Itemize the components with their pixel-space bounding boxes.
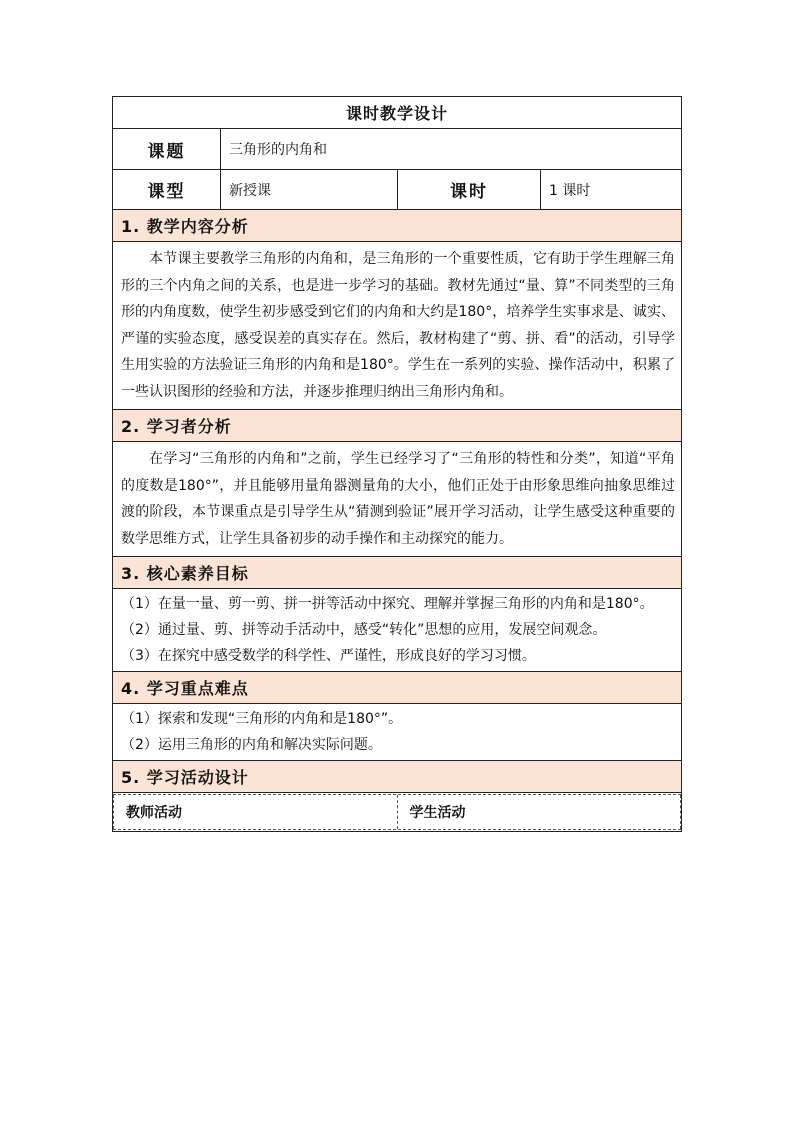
content-analysis-text: 本节课主要教学三角形的内角和，是三角形的一个重要性质，它有助于学生理解三角形的三个内角之间的关系，也是进一步学习的基础。教材先通过“量、算”不同类型的三角形的内角度数，使学生初步感受到它们的内角和大约是180°，培养学生实事求是、诚实、严谨的实验态度，感受误差的真实存在。然后，教材构建了“剪、拼、看”的活动，引导学生用实验的方法验证三角形的内角和是180°。学生在一系列的实验、操作活动中，积累了一些认识图形的经验和方法，并逐步推理归纳出三角形内角和。 xyxy=(121,251,676,400)
activity-design-header xyxy=(113,793,682,832)
section-heading-core-goals: 3. 核心素养目标 xyxy=(113,557,682,589)
content-analysis-body xyxy=(113,242,682,410)
section-heading-key-points: 4. 学习重点难点 xyxy=(113,672,682,704)
core-goal-item: （3）在探究中感受数学的科学性、严谨性，形成良好的学习习惯。 xyxy=(121,648,536,664)
learner-analysis-text: 在学习“三角形的内角和”之前，学生已经学习了“三角形的特性和分类”，知道“平角的度数是180°”，并且能够用量角器测量角的大小，他们正处于由形象思维向抽象思维过渡的阶段，本节课重点是引导学生从“猜测到验证”展开学习活动，让学生感受这种重要的数学思维方式，让学生具备初步的动手操作和主动探究的能力。 xyxy=(121,451,676,547)
document-title: 课时教学设计 xyxy=(113,97,682,129)
key-points-body xyxy=(113,704,682,761)
student-activity-label: 学生活动 xyxy=(398,795,682,829)
section-heading-learner-analysis: 2. 学习者分析 xyxy=(113,410,682,442)
period-label: 课时 xyxy=(398,170,541,210)
teacher-activity-label: 教师活动 xyxy=(113,795,398,829)
topic-label: 课题 xyxy=(113,129,221,170)
key-point-item: （1）探索和发现“三角形的内角和是180°”。 xyxy=(121,711,403,727)
type-value: 新授课 xyxy=(221,170,398,210)
topic-value: 三角形的内角和 xyxy=(221,129,682,170)
activity-columns xyxy=(113,794,681,830)
section-heading-content-analysis: 1. 教学内容分析 xyxy=(113,210,682,242)
lesson-plan-table xyxy=(112,96,682,832)
core-goal-item: （2）通过量、剪、拼等动手活动中，感受“转化”思想的应用，发展空间观念。 xyxy=(121,622,607,638)
key-point-item: （2）运用三角形的内角和解决实际问题。 xyxy=(121,737,382,753)
section-heading-activity-design: 5. 学习活动设计 xyxy=(113,761,682,793)
learner-analysis-body xyxy=(113,442,682,557)
core-goals-body xyxy=(113,589,682,672)
type-label: 课型 xyxy=(113,170,221,210)
period-value: 1 课时 xyxy=(541,170,682,210)
core-goal-item: （1）在量一量、剪一剪、拼一拼等活动中探究、理解并掌握三角形的内角和是180°。 xyxy=(121,596,654,612)
